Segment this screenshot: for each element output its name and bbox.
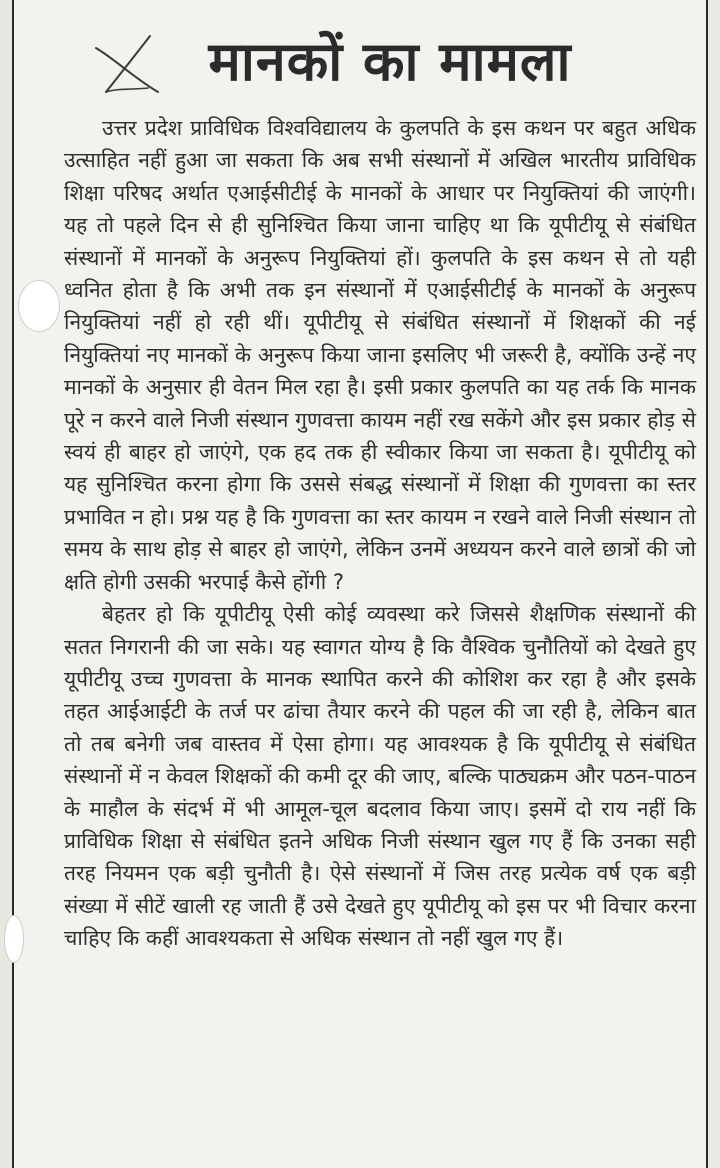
column-rule-left [12,0,14,1168]
column-rule-right [706,0,708,1168]
article-body [64,112,696,955]
scan-edge-left [0,0,12,1168]
scan-edge-right [708,0,720,1168]
headline: मानकों का मामला [208,30,572,93]
article-paragraph-1: उत्तर प्रदेश प्राविधिक विश्वविद्यालय के कुलपति के इस कथन पर बहुत अधिक उत्साहित नहीं हुआ जा सकता कि अब सभी संस्थानों में अखिल भारतीय प्राविधिक शिक्षा परिषद अर्थात एआईसीटीई के मानकों के आधार पर नियुक्तियां की जाएंगी। यह तो पहले दिन से ही सुनिश्चित किया जाना चाहिए था कि यूपीटीयू से संबंधित संस्थानों में मानकों के अनुरूप नियुक्तियां हों। कुलपति के इस कथन से तो यही ध्वनित होता है कि अभी तक इन संस्थानों में एआईसीटीई के मानकों के अनुरूप नियुक्तियां नहीं हो रही थीं। यूपीटीयू से संबंधित संस्थानों में शिक्षकों की नई नियुक्तियां नए मानकों के अनुरूप किया जाना इसलिए भी जरूरी है, क्योंकि उन्हें नए मानकों के अनुसार ही वेतन मिल रहा है। इसी प्रकार कुलपति का यह तर्क कि मानक पूरे न करने वाले निजी संस्थान गुणवत्ता कायम नहीं रख सकेंगे और इस प्रकार होड़ से स्वयं ही बाहर हो जाएंगे, एक हद तक ही स्वीकार किया जा सकता है। यूपीटीयू को यह सुनिश्चित करना होगा कि उससे संबद्ध संस्थानों में शिक्षा की गुणवत्ता का स्तर प्रभावित न हो। प्रश्न यह है कि गुणवत्ता का स्तर कायम न रखने वाले निजी संस्थान तो समय के साथ होड़ से बाहर हो जाएंगे, लेकिन उनमें अध्ययन करने वाले छात्रों की जो क्षति होगी उसकी भरपाई कैसे होंगी ? [64,116,696,594]
article-paragraph-2: बेहतर हो कि यूपीटीयू ऐसी कोई व्यवस्था करे जिससे शैक्षणिक संस्थानों की सतत निगरानी की जा सके। यह स्वागत योग्य है कि वैश्विक चुनौतियों को देखते हुए यूपीटीयू उच्च गुणवत्ता के मानक स्थापित करने की कोशिश कर रहा है और इसके तहत आईआईटी के तर्ज पर ढांचा तैयार करने की पहल की जा रही है, लेकिन बात तो तब बनेगी जब वास्तव में ऐसा होगा। यह आवश्यक है कि यूपीटीयू से संबंधित संस्थानों में न केवल शिक्षकों की कमी दूर की जाए, बल्कि पाठ्यक्रम और पठन-पाठन के माहौल के संदर्भ में भी आमूल-चूल बदलाव किया जाए। इसमें दो राय नहीं कि प्राविधिक शिक्षा से संबंधित इतने अधिक निजी संस्थान खुल गए हैं कि उनका सही तरह नियमन एक बड़ी चुनौती है। ऐसे संस्थानों में जिस तरह प्रत्येक वर्ष एक बड़ी संख्या में सीटें खाली रह जाती हैं उसे देखते हुए यूपीटीयू को इस पर भी विचार करना चाहिए कि कहीं आवश्यकता से अधिक संस्थान तो नहीं खुल गए हैं। [64,602,696,951]
punch-hole-lower [4,915,24,963]
punch-hole [18,280,60,332]
